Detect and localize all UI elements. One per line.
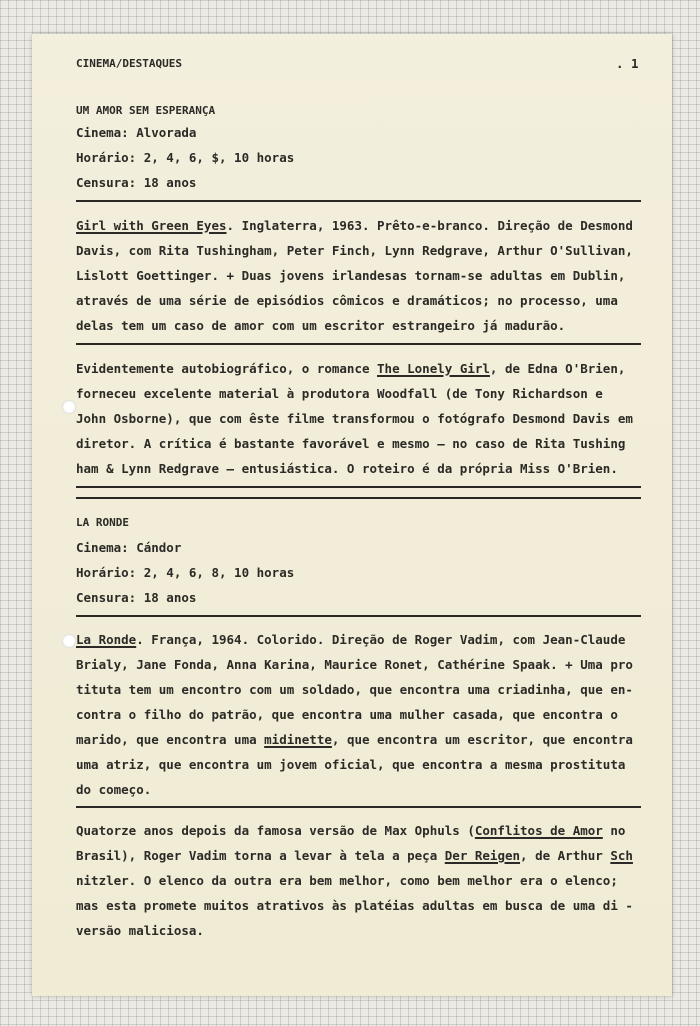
review-line: Brasil), Roger Vadim torna a levar à tela a peça Der Reigen, de Arthur Sch — [76, 848, 633, 863]
typewritten-page — [32, 34, 672, 996]
synopsis-line: Lislott Goettinger. + Duas jovens irlandesas tornam-se adultas em Dublin, — [76, 268, 626, 283]
film-title: LA RONDE — [76, 516, 129, 529]
synopsis-line: Davis, com Rita Tushingham, Peter Finch, Lynn Redgrave, Arthur O'Sullivan, — [76, 243, 633, 258]
showtimes: Horário: 2, 4, 6, 8, 10 horas — [76, 565, 295, 580]
review-line: mas esta promete muitos atrativos às platéias adultas em busca de uma di - — [76, 898, 633, 913]
cinema-info: Cinema: Alvorada — [76, 125, 197, 140]
synopsis-line: do começo. — [76, 782, 152, 797]
synopsis-line: uma atriz, que encontra um jovem oficial, que encontra a mesma prostituta — [76, 757, 626, 772]
synopsis-line: La Ronde. França, 1964. Colorido. Direção de Roger Vadim, com Jean-Claude — [76, 632, 626, 647]
divider — [76, 486, 641, 488]
book-title: The Lonely Girl — [377, 361, 490, 376]
age-rating: Censura: 18 anos — [76, 175, 197, 190]
showtimes: Horário: 2, 4, 6, $, 10 horas — [76, 150, 295, 165]
review-line: diretor. A crítica é bastante favorável e mesmo — no caso de Rita Tushing — [76, 436, 626, 451]
divider — [76, 200, 641, 202]
review-line: Evidentemente autobiográfico, o romance The Lonely Girl, de Edna O'Brien, — [76, 361, 626, 376]
synopsis-line: marido, que encontra uma midinette, que encontra um escritor, que encontra — [76, 732, 633, 747]
review-line: versão maliciosa. — [76, 923, 204, 938]
review-line: forneceu excelente material à produtora Woodfall (de Tony Richardson e — [76, 386, 603, 401]
section-header: CINEMA/DESTAQUES — [76, 57, 182, 70]
cinema-info: Cinema: Cándor — [76, 540, 182, 555]
age-rating: Censura: 18 anos — [76, 590, 197, 605]
synopsis-line: tituta tem um encontro com um soldado, que encontra uma criadinha, que en- — [76, 682, 633, 697]
review-line: Quatorze anos depois da famosa versão de Max Ophuls (Conflitos de Amor no — [76, 823, 626, 838]
synopsis-line: Brialy, Jane Fonda, Anna Karina, Maurice Ronet, Cathérine Spaak. + Uma pro — [76, 657, 633, 672]
underlined-word: midinette — [264, 732, 332, 747]
divider — [76, 615, 641, 617]
review-line: John Osborne), que com êste filme transformou o fotógrafo Desmond Davis em — [76, 411, 633, 426]
divider — [76, 343, 641, 345]
synopsis-line: contra o filho do patrão, que encontra uma mulher casada, que encontra o — [76, 707, 618, 722]
punch-hole — [62, 400, 76, 414]
divider — [76, 497, 641, 499]
original-title: La Ronde — [76, 632, 137, 647]
page-number: . 1 — [616, 56, 639, 71]
review-line: ham & Lynn Redgrave — entusiástica. O roteiro é da própria Miss O'Brien. — [76, 461, 618, 476]
film-title: UM AMOR SEM ESPERANÇA — [76, 104, 216, 117]
synopsis-line: através de uma série de episódios cômicos e dramáticos; no processo, uma — [76, 293, 618, 308]
punch-hole — [62, 634, 76, 648]
synopsis-line: Girl with Green Eyes. Inglaterra, 1963. Prêto-e-branco. Direção de Desmond — [76, 218, 633, 233]
original-title: Girl with Green Eyes — [76, 218, 227, 233]
review-line: nitzler. O elenco da outra era bem melhor, como bem melhor era o elenco; — [76, 873, 618, 888]
film-title-reference: Conflitos de Amor — [474, 823, 603, 838]
play-title: Der Reigen — [444, 848, 521, 863]
synopsis-line: delas tem um caso de amor com um escritor estrangeiro já madurão. — [76, 318, 566, 333]
divider — [76, 806, 641, 808]
